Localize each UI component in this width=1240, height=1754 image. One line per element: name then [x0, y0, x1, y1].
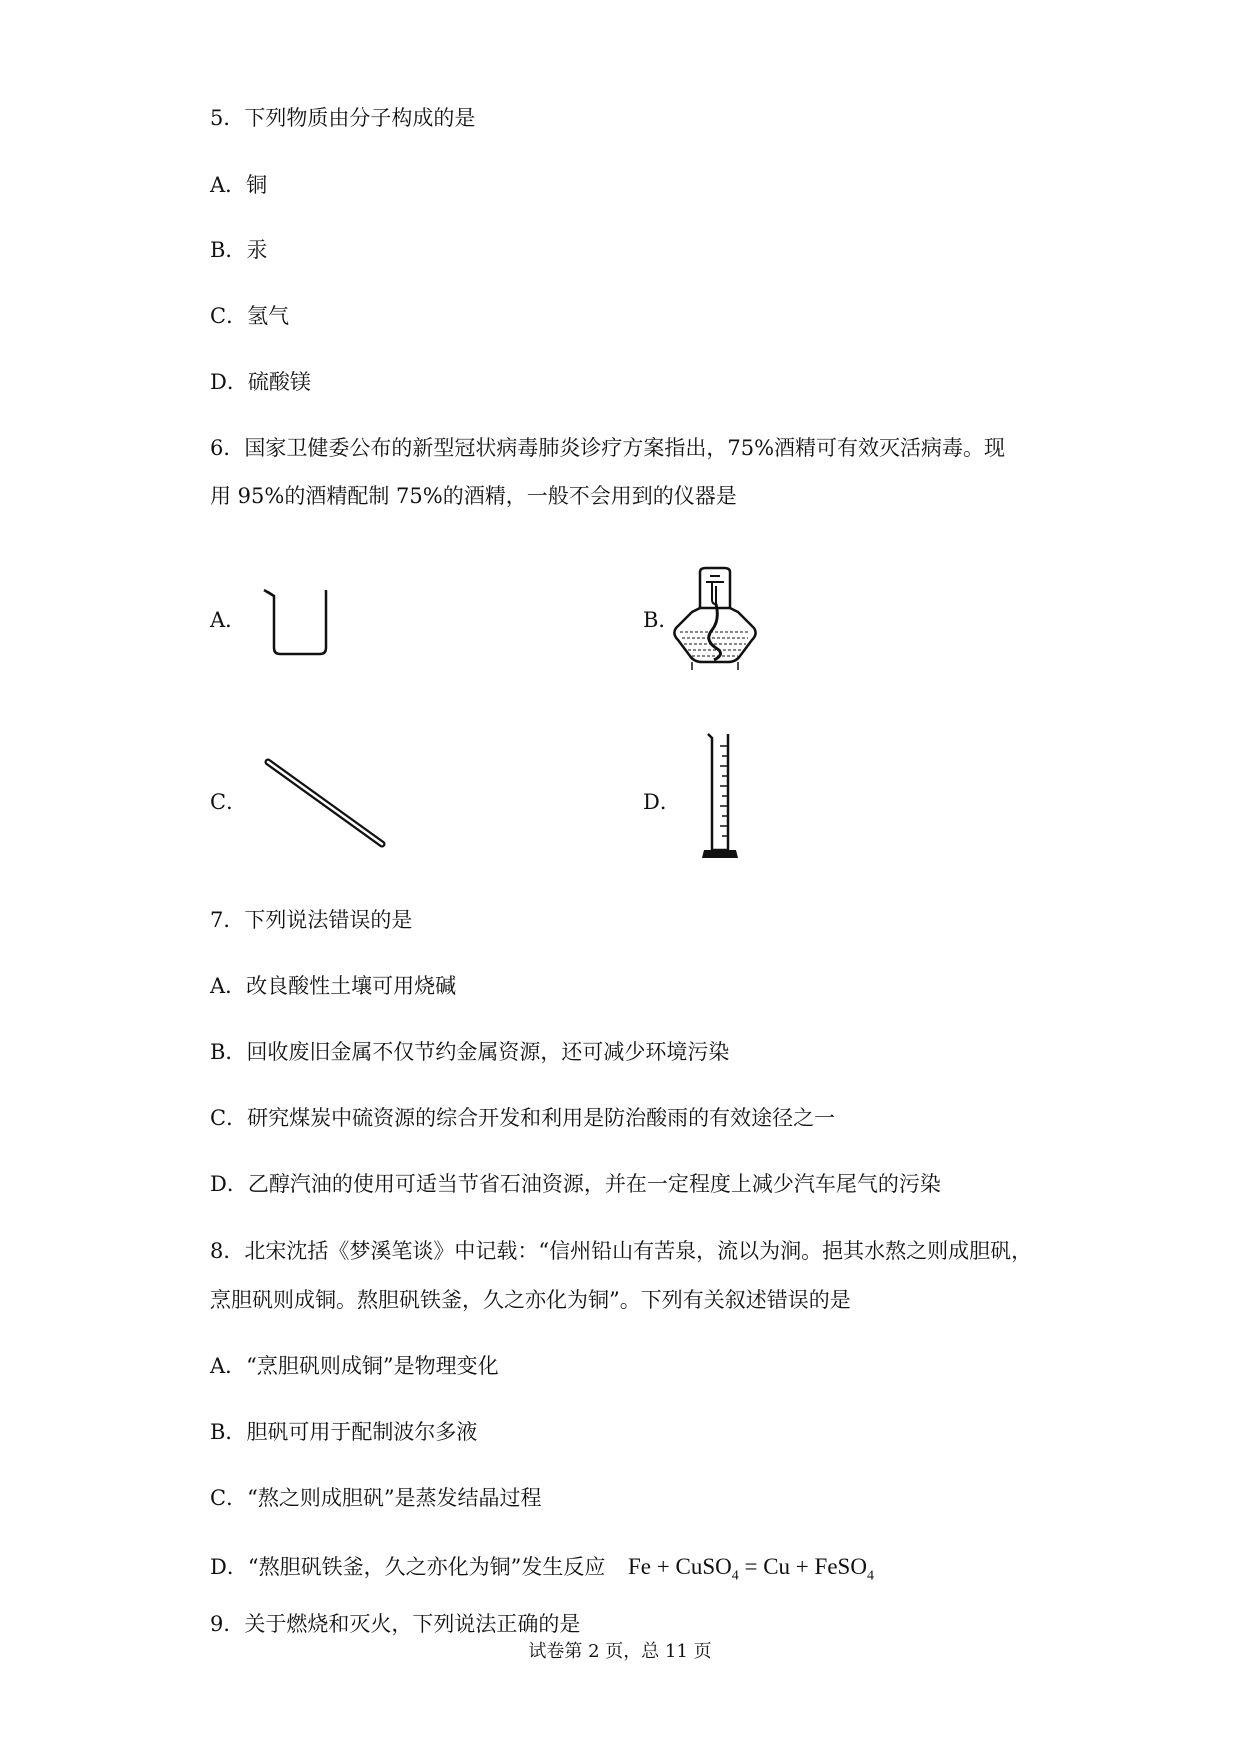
option-letter: C． [210, 1106, 248, 1130]
option-letter: A． [210, 1354, 247, 1378]
option-text: 胆矾可用于配制波尔多液 [246, 1420, 478, 1444]
q9-stem: 9．关于燃烧和灭火，下列说法正确的是 [210, 1612, 581, 1636]
formula-lhs-subscript: 4 [731, 1568, 739, 1584]
option-letter: D． [210, 370, 248, 394]
formula-rhs-subscript: 4 [866, 1568, 874, 1584]
option-text: “熬之则成胆矾”是蒸发结晶过程 [247, 1486, 542, 1510]
graduated-cylinder-icon [700, 732, 740, 868]
option-text: 研究煤炭中硫资源的综合开发和利用是防治酸雨的有效途径之一 [247, 1106, 836, 1130]
q6-option-c-label: C． [210, 790, 248, 814]
q5-option-a [210, 171, 267, 199]
q8-stem-line1: 8．北宋沈括《梦溪笔谈》中记载：“信州铅山有苦泉，流以为涧。挹其水熬之则成胆矾， [210, 1239, 1033, 1263]
option-letter: B． [210, 1040, 247, 1064]
formula-equals: = [738, 1554, 764, 1579]
option-letter: A． [210, 173, 247, 197]
option-text: 氢气 [247, 304, 290, 328]
q6-option-b-label: B． [643, 608, 680, 632]
q7-option-c [210, 1104, 835, 1132]
q8-option-c [210, 1484, 542, 1512]
q7-stem: 7．下列说法错误的是 [210, 908, 413, 932]
q8-stem-line2: 烹胆矾则成铜。熬胆矾铁釜，久之亦化为铜”。下列有关叙述错误的是 [210, 1288, 851, 1312]
q8-option-a [210, 1352, 499, 1380]
option-text: 铜 [246, 173, 268, 197]
option-text: 回收废旧金属不仅节约金属资源，还可减少环境污染 [246, 1040, 730, 1064]
q6-option-a-label: A． [210, 608, 247, 632]
q7-option-a [210, 972, 456, 1000]
option-letter: D． [210, 1555, 248, 1579]
q6-option-d-label: D． [643, 790, 681, 814]
option-text: “烹胆矾则成铜”是物理变化 [246, 1354, 499, 1378]
reaction-equation [628, 1554, 874, 1584]
option-text: 改良酸性土壤可用烧碱 [246, 974, 457, 998]
q6-stem-line1: 6．国家卫健委公布的新型冠状病毒肺炎诊疗方案指出，75%酒精可有效灭活病毒。现 [210, 436, 1006, 460]
option-letter: B． [210, 1420, 247, 1444]
option-letter: B． [210, 238, 247, 262]
q8-option-d [210, 1553, 874, 1591]
alcohol-lamp-icon [670, 566, 760, 680]
q7-option-d [210, 1170, 941, 1198]
q5-stem: 5．下列物质由分子构成的是 [210, 106, 476, 130]
option-text: 硫酸镁 [247, 370, 311, 394]
option-letter: D． [210, 1172, 248, 1196]
q8-option-b [210, 1418, 477, 1446]
option-text: 乙醇汽油的使用可适当节省石油资源，并在一定程度上减少汽车尾气的污染 [247, 1172, 941, 1196]
formula-lhs: Fe + CuSO [628, 1554, 732, 1579]
q5-option-b [210, 236, 267, 264]
beaker-icon [262, 586, 338, 662]
glass-rod-icon [262, 756, 388, 854]
option-text: “熬胆矾铁釜，久之亦化为铜”发生反应 [247, 1555, 606, 1579]
q7-option-b [210, 1038, 729, 1066]
q6-stem-line2: 用 95%的酒精配制 75%的酒精，一般不会用到的仪器是 [210, 484, 737, 508]
q5-option-c [210, 302, 289, 330]
option-letter: C． [210, 304, 248, 328]
page-footer: 试卷第 2 页，总 11 页 [528, 1641, 712, 1662]
q5-option-d [210, 368, 311, 396]
option-text: 汞 [246, 238, 268, 262]
formula-rhs: Cu + FeSO [763, 1554, 867, 1579]
option-letter: C． [210, 1486, 248, 1510]
option-letter: A． [210, 974, 247, 998]
